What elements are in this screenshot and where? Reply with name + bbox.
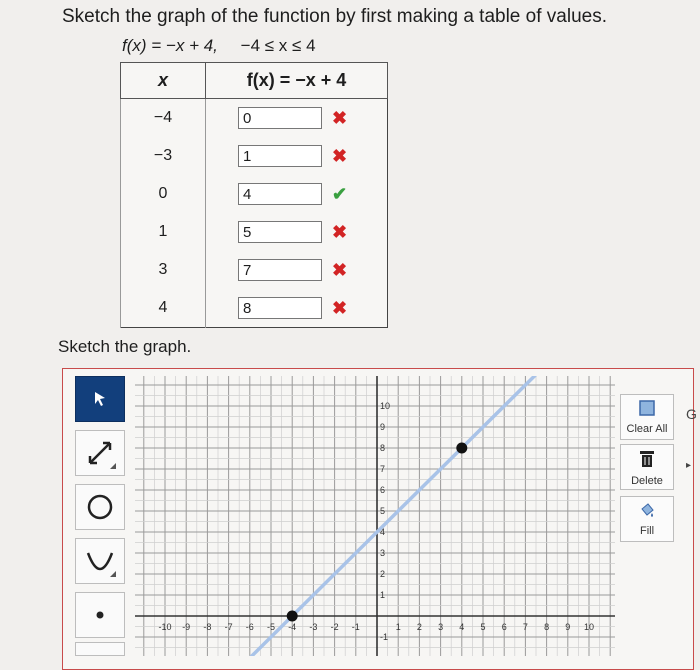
clear-all-label: Clear All: [626, 423, 668, 435]
point-icon: [80, 595, 120, 635]
x-tick-label: -7: [224, 622, 233, 632]
x-tick-label: -1: [351, 622, 360, 632]
function-definition: [122, 36, 316, 56]
parabola-tool-button[interactable]: [75, 538, 125, 584]
x-tick-label: 3: [438, 622, 444, 632]
coordinate-grid[interactable]: [135, 376, 615, 656]
delete-button[interactable]: [620, 444, 674, 490]
table-row: [121, 137, 388, 175]
fx-input[interactable]: 8: [238, 297, 322, 319]
x-tick-label: -3: [309, 622, 318, 632]
expand-arrow-icon[interactable]: ▸: [686, 460, 692, 471]
plotted-point: [287, 611, 298, 622]
x-tick-label: 10: [583, 622, 595, 632]
incorrect-icon: ✖: [332, 145, 348, 166]
x-tick-label: 1: [395, 622, 401, 632]
header-fx: f(x) = −x + 4: [206, 63, 388, 99]
header-x: x: [121, 63, 206, 99]
table-row: [121, 175, 388, 213]
y-tick-label: 5: [380, 506, 386, 516]
x-value: 1: [121, 213, 206, 251]
circle-icon: [80, 487, 120, 527]
fx-input[interactable]: 7: [238, 259, 322, 281]
x-tick-label: -5: [266, 622, 276, 632]
fill-bucket-icon: [638, 501, 656, 519]
table-row: [121, 251, 388, 289]
x-tick-label: 2: [416, 622, 422, 632]
incorrect-icon: ✖: [332, 221, 348, 242]
incorrect-icon: ✖: [332, 297, 348, 318]
fx-input[interactable]: 4: [238, 183, 322, 205]
line-tool-button[interactable]: [75, 430, 125, 476]
x-tick-label: -8: [203, 622, 212, 632]
x-tick-label: 7: [522, 622, 528, 632]
x-tick-label: 8: [544, 622, 550, 632]
x-value: 0: [121, 175, 206, 213]
plotted-point: [456, 443, 467, 454]
delete-label: Delete: [631, 475, 663, 487]
y-tick-label: 7: [380, 464, 386, 474]
clear-all-button[interactable]: [620, 394, 674, 440]
grid-lines: [135, 376, 615, 656]
x-tick-label: -10: [158, 622, 172, 632]
incorrect-icon: ✖: [332, 107, 348, 128]
x-value: −3: [121, 137, 206, 175]
function-label: f(x) = −x + 4,: [122, 36, 218, 55]
clear-all-icon: [638, 399, 656, 417]
x-tick-label: 4: [459, 622, 465, 632]
parabola-icon: [80, 541, 120, 581]
x-tick-label: 6: [501, 622, 507, 632]
correct-check-icon: ✔: [332, 183, 348, 204]
cursor-arrow-icon: [90, 389, 110, 409]
x-tick-label: -6: [245, 622, 254, 632]
x-tick-label: -4: [288, 622, 297, 632]
y-tick-label: 9: [380, 422, 386, 432]
fx-input[interactable]: 1: [238, 145, 322, 167]
x-tick-label: -2: [330, 622, 339, 632]
sketch-instruction: Sketch the graph.: [58, 337, 192, 356]
trash-icon: [638, 449, 656, 469]
y-tick-label: 3: [380, 548, 386, 558]
y-tick-label: 1: [380, 590, 386, 600]
y-tick-label: 10: [380, 401, 391, 411]
line-segment-icon: [80, 433, 120, 473]
y-tick-label: 4: [380, 527, 386, 537]
table-header-row: [121, 63, 388, 99]
more-tool-button[interactable]: [75, 642, 125, 656]
circle-tool-button[interactable]: [75, 484, 125, 530]
x-value: 3: [121, 251, 206, 289]
domain-label: −4 ≤ x ≤ 4: [240, 36, 316, 55]
x-tick-label: 5: [480, 622, 486, 632]
fill-button[interactable]: [620, 496, 674, 542]
fx-input[interactable]: 0: [238, 107, 322, 129]
edge-text: G: [686, 406, 697, 422]
incorrect-icon: ✖: [332, 259, 348, 280]
prompt-text: Sketch the graph of the function by first making a table of values.: [62, 6, 607, 27]
x-value: 4: [121, 289, 206, 328]
fill-label: Fill: [639, 525, 655, 537]
x-tick-label: -9: [182, 622, 191, 632]
y-tick-label: 8: [380, 443, 386, 453]
arrow-tool-button[interactable]: [75, 376, 125, 422]
y-tick-label: 6: [380, 485, 386, 495]
table-row: [121, 289, 388, 328]
y-tick-label: -1: [380, 632, 389, 642]
values-table: [120, 62, 388, 328]
table-row: [121, 213, 388, 251]
y-tick-label: 2: [380, 569, 386, 579]
x-value: −4: [121, 99, 206, 138]
x-tick-label: 9: [565, 622, 571, 632]
fx-input[interactable]: 5: [238, 221, 322, 243]
point-tool-button[interactable]: [75, 592, 125, 638]
table-row: [121, 99, 388, 138]
